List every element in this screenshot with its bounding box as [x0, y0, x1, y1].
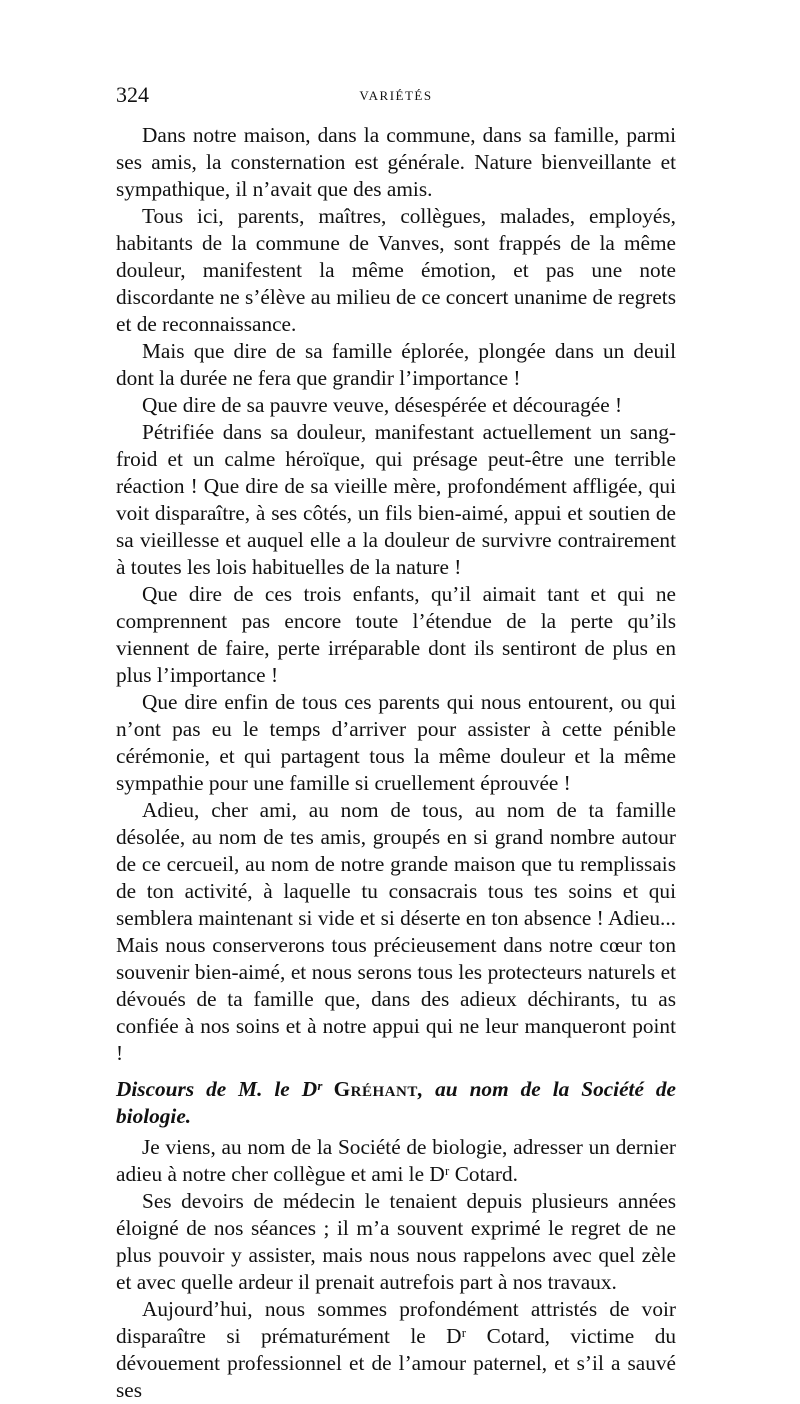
paragraph: Je viens, au nom de la Société de biologie, adresser un dernier adieu à notre cher collègue et ami le Dʳ Cotard.	[116, 1135, 676, 1186]
paragraph: Dans notre maison, dans la commune, dans sa famille, parmi ses amis, la consternation est générale. Nature bienveillante et sympathique, il n’avait que des amis.	[116, 123, 676, 201]
page-header	[116, 82, 676, 110]
speaker-name: Gréhant	[333, 1077, 418, 1101]
page-body	[116, 122, 676, 1404]
heading-suffix: , au nom de la Société de biologie.	[116, 1077, 676, 1128]
heading-prefix: Discours de M. le Dʳ	[116, 1077, 334, 1101]
paragraph: Mais que dire de sa famille éplorée, plongée dans un deuil dont la durée ne fera que grandir l’importance !	[116, 339, 676, 390]
section-heading	[116, 1076, 676, 1130]
paragraph: Pétrifiée dans sa douleur, manifestant actuellement un sang-froid et un calme héroïque, qui présage peut-être une terrible réaction ! Que dire de sa vieille mère, profondément affligée, qui voit disparaître, à ses côtés, un fils bien-aimé, appui et soutien de sa vieillesse et auquel elle a la douleur de survivre contrairement à toutes les lois habituelles de la nature !	[116, 420, 676, 579]
paragraph: Que dire de sa pauvre veuve, désespérée et découragée !	[142, 393, 623, 417]
paragraph: Aujourd’hui, nous sommes profondément attristés de voir disparaître si prématurément le Dʳ Cotard, victime du dévouement professionnel et de l’amour paternel, et s’il a sauvé ses	[116, 1297, 676, 1402]
paragraph: Que dire enfin de tous ces parents qui nous entourent, ou qui n’ont pas eu le temps d’arriver pour assister à cette pénible cérémonie, et qui partagent tous la même douleur et la même sympathie pour une famille si cruellement éprouvée !	[116, 690, 676, 795]
page-number: 324	[116, 82, 149, 107]
paragraph: Tous ici, parents, maîtres, collègues, malades, employés, habitants de la commune de Vanves, sont frappés de la même douleur, manifestent la même émotion, et pas une note discordante ne s’élève au milieu de ce concert unanime de regrets et de reconnaissance.	[116, 204, 676, 336]
paragraph: Adieu, cher ami, au nom de tous, au nom de ta famille désolée, au nom de tes amis, groupés en si grand nombre autour de ce cercueil, au nom de notre grande maison que tu remplissais de ton activité, à laquelle tu consacrais tous tes soins et qui semblera maintenant si vide et si déserte en ton absence ! Adieu... Mais nous conserverons tous précieusement dans notre cœur ton souvenir bien-aimé, et nous serons tous les protecteurs naturels et dévoués de ta famille que, dans des adieux déchirants, tu as confiée à nos soins et à notre appui qui ne leur manqueront point !	[116, 798, 676, 1065]
paragraph: Ses devoirs de médecin le tenaient depuis plusieurs années éloigné de nos séances ; il m’a souvent exprimé le regret de ne plus pouvoir y assister, mais nous nous rappelons avec quel zèle et avec quelle ardeur il prenait autrefois part à nos travaux.	[116, 1189, 676, 1294]
running-head: VARIÉTÉS	[359, 88, 433, 103]
paragraph: Que dire de ces trois enfants, qu’il aimait tant et qui ne comprennent pas encore toute l’étendue de la perte qu’ils viennent de faire, perte irréparable dont ils sentiront de plus en plus l’importance !	[116, 582, 676, 687]
